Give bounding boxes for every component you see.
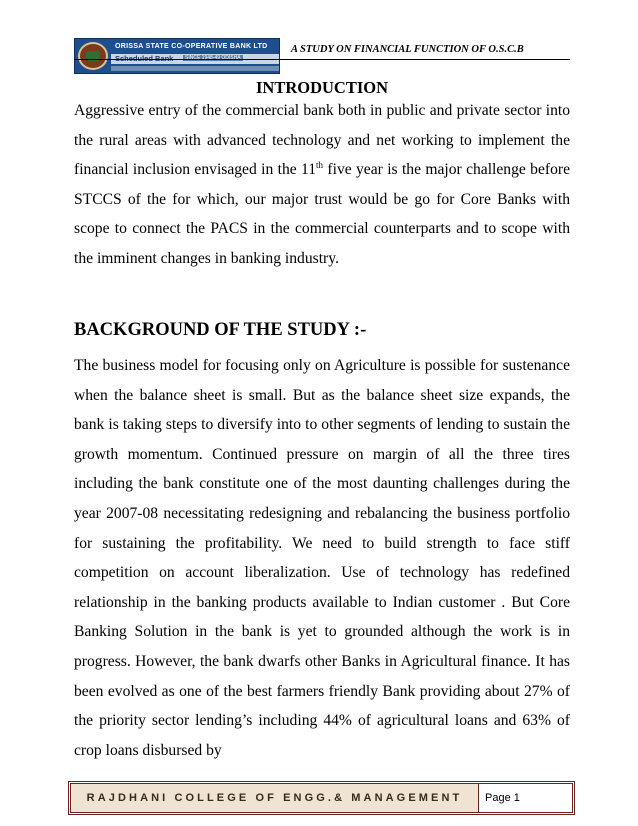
logo-stripe [111,66,279,71]
footer-college-name: RAJDHANI COLLEGE OF ENGG.& MANAGEMENT [71,784,479,812]
introduction-paragraph [74,96,570,274]
footer-page-number: Page 1 [485,792,520,804]
background-paragraph: The business model for focusing only on Agriculture is possible for sustenance when the balance sheet is small. But as the balance sheet size expands, the bank is taking steps to diversify into to other segments of lending to sustain the growth momentum. Continued pressure on margin of all the three tires including the bank constitute one of the most daunting challenges during the year 2007-08 necessitating redesigning and rebalancing the business portfolio for sustaining the profitability. We need to build strength to face stiff competition on account liberalization. Use of technology has redefined relationship in the banking products available to Indian customer . But Core Banking Solution in the bank is yet to grounded although the work is in progress. However, the bank dwarfs other Banks in Agricultural finance. It has been evolved as one of the best farmers friendly Bank providing about 27% of the priority sector lending’s including 44% of agricultural loans and 63% of crop loans disbursed by [74,357,570,759]
logo-tagline: SINCE 1948-49 ODISHA [185,55,241,61]
background-heading: BACKGROUND OF THE STUDY :- [74,320,367,340]
page-footer [68,781,575,815]
introduction-heading: INTRODUCTION [255,78,389,97]
bank-emblem-icon [78,42,108,70]
ordinal-superscript: th [316,160,324,170]
running-header-title: A STUDY ON FINANCIAL FUNCTION OF O.S.C.B [291,44,524,55]
logo-scheduled-bank: Scheduled Bank [115,54,174,63]
logo-bank-name: ORISSA STATE CO-OPERATIVE BANK LTD [115,43,268,50]
bank-logo [74,38,280,74]
header-divider [74,59,570,60]
introduction-text-end: five year is the major challenge before STCCS of the for which, our major trust would be go for Core Banks with scope to connect the PACS in the commercial counterparts and to scope with the imminent changes in banking industry. [74,161,570,267]
introduction-text-start: Aggressive entry of the commercial bank both in public and private sector into the rural areas with advanced technology and net working to implement the financial inclusion envisaged in the 11 [74,102,570,179]
